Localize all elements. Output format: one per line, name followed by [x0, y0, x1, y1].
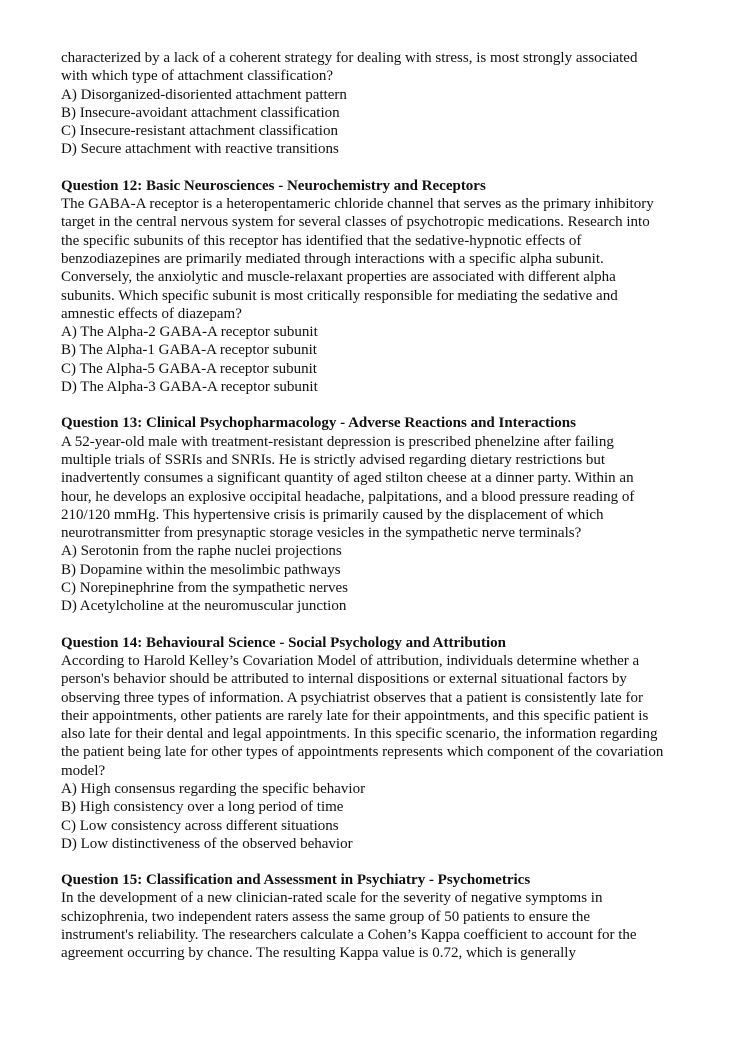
- question-13-option-a: A) Serotonin from the raphe nuclei projections: [61, 543, 342, 560]
- question-13-option-c: C) Norepinephrine from the sympathetic nerves: [61, 580, 348, 597]
- question-13-body: A 52-year-old male with treatment-resistant depression is prescribed phenelzine after failing multiple trials of SSRIs and SNRIs. He is strictly advised regarding dietary restrictions but inadvertently consumes a significant quantity of aged stilton cheese at a dinner party. Within an hour, he develops an explosive occipital headache, palpitations, and a blood pressure reading of 210/120 mmHg. This hypertensive crisis is primarily caused by the displacement of which neurotransmitter from presynaptic storage vesicles in the sympathetic nerve terminals?: [61, 433, 635, 542]
- question-12-option-b: B) The Alpha-1 GABA-A receptor subunit: [61, 342, 317, 359]
- question-12-option-d: D) The Alpha-3 GABA-A receptor subunit: [61, 379, 318, 396]
- question-13-option-d: D) Acetylcholine at the neuromuscular junction: [61, 598, 347, 615]
- question-12-option-c: C) The Alpha-5 GABA-A receptor subunit: [61, 360, 317, 377]
- question-14-option-d: D) Low distinctiveness of the observed behavior: [61, 835, 353, 852]
- question-13-option-b: B) Dopamine within the mesolimbic pathways: [61, 561, 341, 578]
- question-14-option-a: A) High consensus regarding the specific behavior: [61, 780, 366, 797]
- question-11-option-d: D) Secure attachment with reactive transitions: [61, 141, 339, 158]
- question-13-section: [61, 414, 666, 615]
- question-14-title: Question 14: Behavioural Science - Social Psychology and Attribution: [61, 634, 507, 651]
- question-11-option-b: B) Insecure-avoidant attachment classification: [61, 104, 340, 121]
- question-12-title: Question 12: Basic Neurosciences - Neurochemistry and Receptors: [61, 177, 486, 194]
- question-11-stem: characterized by a lack of a coherent strategy for dealing with stress, is most strongly associated with which type of attachment classification?: [61, 50, 638, 85]
- question-12-option-a: A) The Alpha-2 GABA-A receptor subunit: [61, 324, 318, 341]
- question-13-title: Question 13: Clinical Psychopharmacology - Adverse Reactions and Interactions: [61, 415, 576, 432]
- question-15-body: In the development of a new clinician-rated scale for the severity of negative symptoms in schizophrenia, two independent raters assess the same group of 50 patients to ensure the instrument's reliability. The researchers calculate a Cohen’s Kappa coefficient to account for the agreement occurring by chance. The resulting Kappa value is 0.72, which is generally: [61, 890, 637, 962]
- question-14-body: According to Harold Kelley’s Covariation Model of attribution, individuals determine whether a person's behavior should be attributed to internal dispositions or external situational factors by observing three types of information. A psychiatrist observes that a patient is consistently late for their appointments, other patients are rarely late for their appointments, and this specific patient is also late for their dental and legal appointments. In this specific scenario, the information regarding the patient being late for other types of appointments represents which component of the covariation model?: [61, 652, 664, 779]
- question-11-section: [61, 49, 666, 159]
- question-14-option-c: C) Low consistency across different situations: [61, 817, 339, 834]
- question-11-option-c: C) Insecure-resistant attachment classification: [61, 123, 338, 140]
- question-12-body: The GABA-A receptor is a heteropentameric chloride channel that serves as the primary inhibitory target in the central nervous system for several classes of psychotropic medications. Research into the specific subunits of this receptor has identified that the sedative-hypnotic effects of benzodiazepines are primarily mediated through interactions with a specific alpha subunit. Conversely, the anxiolytic and muscle-relaxant properties are associated with different alpha subunits. Which specific subunit is most critically responsible for mediating the sedative and amnestic effects of diazepam?: [61, 196, 654, 322]
- question-12-section: [61, 177, 666, 397]
- question-14-section: [61, 634, 666, 854]
- question-15-title: Question 15: Classification and Assessment in Psychiatry - Psychometrics: [61, 872, 531, 889]
- question-11-option-a: A) Disorganized-disoriented attachment pattern: [61, 86, 347, 103]
- question-14-option-b: B) High consistency over a long period of time: [61, 799, 344, 816]
- question-15-section: [61, 871, 666, 962]
- document-page: [61, 49, 666, 963]
